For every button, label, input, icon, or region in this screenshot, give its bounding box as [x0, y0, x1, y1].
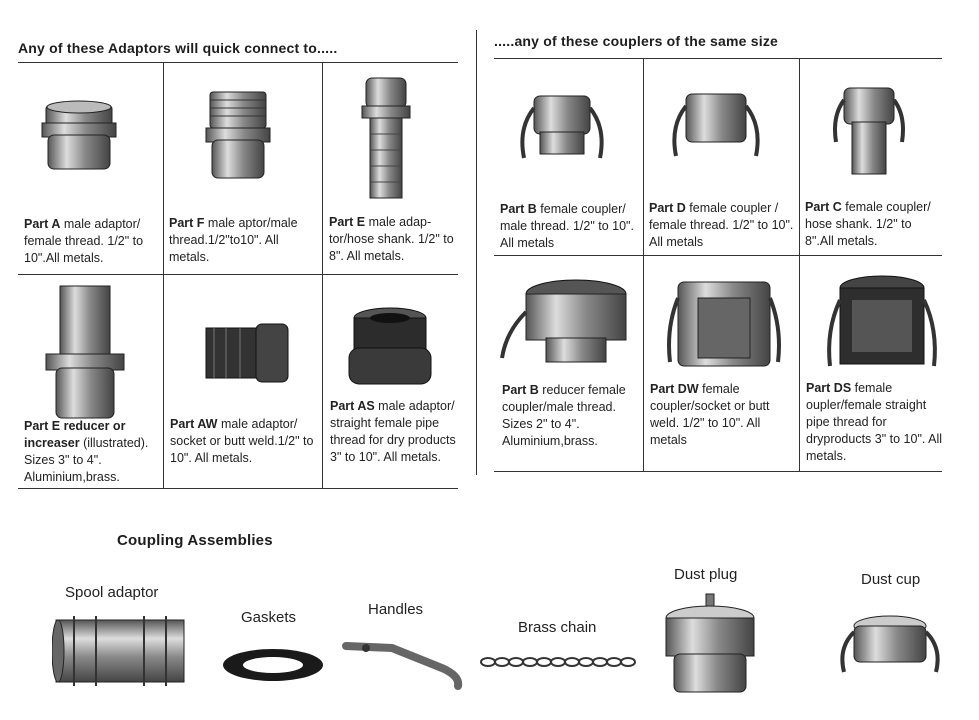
part-b-caption [500, 201, 638, 252]
right-grid-top [494, 58, 942, 59]
part-d-desc: female coupler / female thread. 1/2" to 10". All metals [649, 201, 794, 249]
part-dw-coupler-image [664, 278, 784, 374]
part-a-desc: male adaptor/ female thread. 1/2" to 10".All metals. [24, 217, 144, 265]
part-b-reducer-desc: reducer female coupler/male thread. Sizes 2" to 4". Aluminium,brass. [502, 383, 626, 448]
part-c-name: Part C [805, 200, 842, 214]
part-e-desc: male adap-tor/hose shank. 1/2" to 8". All metals. [329, 215, 454, 263]
part-aw-caption [170, 416, 320, 467]
part-ds-desc: female oupler/female straight pipe thread for dryproducts 3" to 10". All metals. [806, 381, 943, 463]
left-grid-v2 [322, 62, 323, 488]
right-grid-v1 [643, 58, 644, 471]
part-dw-desc: female coupler/socket or butt weld. 1/2" to 10". All metals [650, 382, 770, 447]
assemblies-title: Coupling Assemblies [117, 532, 273, 549]
part-e-reducer-desc: (illustrated). Sizes 3" to 4". Aluminium,brass. [24, 436, 149, 484]
part-a-name: Part A [24, 217, 61, 231]
part-b-name: Part B [500, 202, 537, 216]
right-grid-bottom [494, 471, 942, 472]
part-e-reducer-name: Part E reducer or increaser [24, 419, 126, 450]
part-as-caption [330, 398, 456, 466]
part-b-coupler-image [514, 88, 610, 168]
spool-adaptor-image [52, 606, 188, 696]
part-f-adaptor-image [202, 88, 274, 184]
part-dw-caption [650, 381, 795, 449]
part-as-name: Part AS [330, 399, 375, 413]
part-e-reducer-image [40, 282, 130, 422]
dust-plug-image [662, 592, 758, 698]
part-f-desc: male aptor/male thread.1/2"to10". All metals. [169, 216, 298, 264]
part-e-name: Part E [329, 215, 366, 229]
brass-chain-label: Brass chain [518, 619, 597, 636]
dust-cup-label: Dust cup [861, 571, 921, 588]
part-c-caption [805, 199, 943, 250]
handles-label: Handles [368, 601, 424, 618]
brass-chain-image [480, 652, 638, 672]
part-ds-coupler-image [822, 270, 942, 374]
part-d-caption [649, 200, 795, 251]
part-f-name: Part F [169, 216, 205, 230]
dust-cup-image [836, 604, 944, 676]
part-ds-name: Part DS [806, 381, 852, 395]
right-heading: .....any of these couplers of the same size [494, 33, 779, 49]
part-aw-name: Part AW [170, 417, 218, 431]
part-aw-adaptor-image [204, 322, 290, 384]
part-c-coupler-image [830, 82, 910, 178]
part-a-caption [24, 216, 158, 267]
part-ds-caption [806, 380, 944, 465]
part-b-desc: female coupler/ male thread. 1/2" to 10". All metals [500, 202, 634, 250]
left-grid-mid [18, 274, 458, 275]
part-e-adaptor-image [360, 74, 412, 202]
part-a-adaptor-image [38, 95, 120, 175]
spool-adaptor-label: Spool adaptor [65, 584, 159, 601]
part-b-reducer-image [500, 272, 640, 372]
part-e-reducer-caption [24, 418, 162, 486]
handle-image [342, 634, 468, 692]
part-c-desc: female coupler/ hose shank. 1/2" to 8".All metals. [805, 200, 931, 248]
gaskets-label: Gaskets [241, 609, 297, 626]
left-grid-v1 [163, 62, 164, 488]
right-grid-mid [494, 255, 942, 256]
part-dw-name: Part DW [650, 382, 699, 396]
part-b-reducer-name: Part B [502, 383, 539, 397]
center-divider [476, 30, 477, 475]
part-d-coupler-image [668, 86, 764, 166]
part-aw-desc: male adaptor/ socket or butt weld.1/2" to 10". All metals. [170, 417, 314, 465]
part-as-desc: male adaptor/ straight female pipe thread for dry products 3" to 10". All metals. [330, 399, 456, 464]
left-grid-bottom [18, 488, 458, 489]
part-b-reducer-caption [502, 382, 640, 450]
left-grid-top [18, 62, 458, 63]
part-e-caption [329, 214, 457, 265]
dust-plug-label: Dust plug [674, 566, 738, 583]
part-as-adaptor-image [347, 304, 433, 388]
part-d-name: Part D [649, 201, 686, 215]
gasket-image [220, 646, 326, 684]
right-grid-v2 [799, 58, 800, 471]
left-heading: Any of these Adaptors will quick connect to..... [18, 40, 338, 56]
part-f-caption [169, 215, 319, 266]
